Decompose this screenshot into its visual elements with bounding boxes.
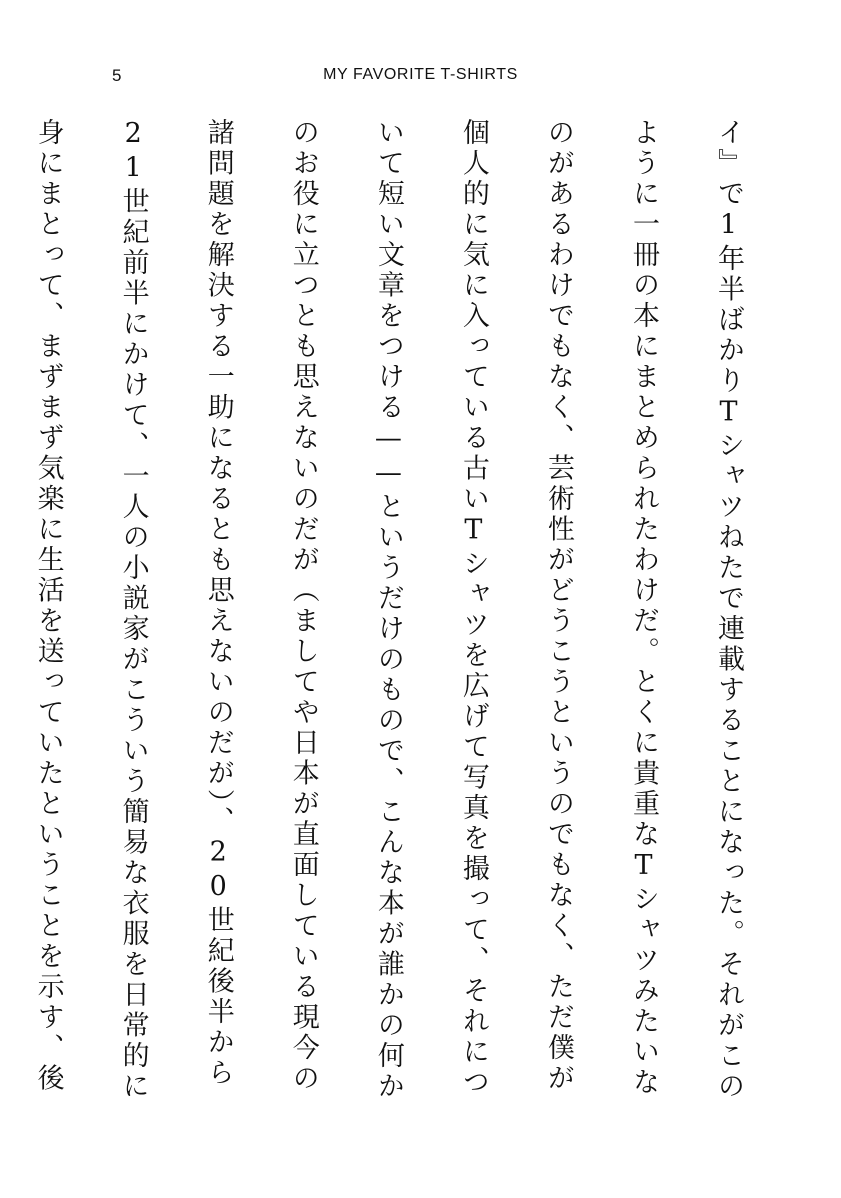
running-title: MY FAVORITE T-SHIRTS — [323, 66, 518, 83]
page-number: 5 — [112, 66, 122, 85]
vertical-body-text — [32, 118, 771, 1118]
paragraph-1: イ』で1年半ばかりTシャツねたで連載することになった。それがこのように一冊の本にまとめられたわけだ。とくに貴重なTシャツみたいなのがあるわけでもなく、芸術性がどうこうというのでもなく、ただ僕が個人的に気に入っている古いTシャツを広げて写真を撮って、それについて短い文章をつける——というだけのもので、こんな本が誰かの何かのお役に立つとも思えないのだが（ましてや日本が直面している現今の諸問題を解決する一助になるとも思えないのだが）、20世紀後半から21世紀前半にかけて、一人の小説家がこういう簡易な衣服を日常的に身にまとって、まずまず気楽に生活を送っていたということを示す、後 — [32, 118, 744, 1102]
